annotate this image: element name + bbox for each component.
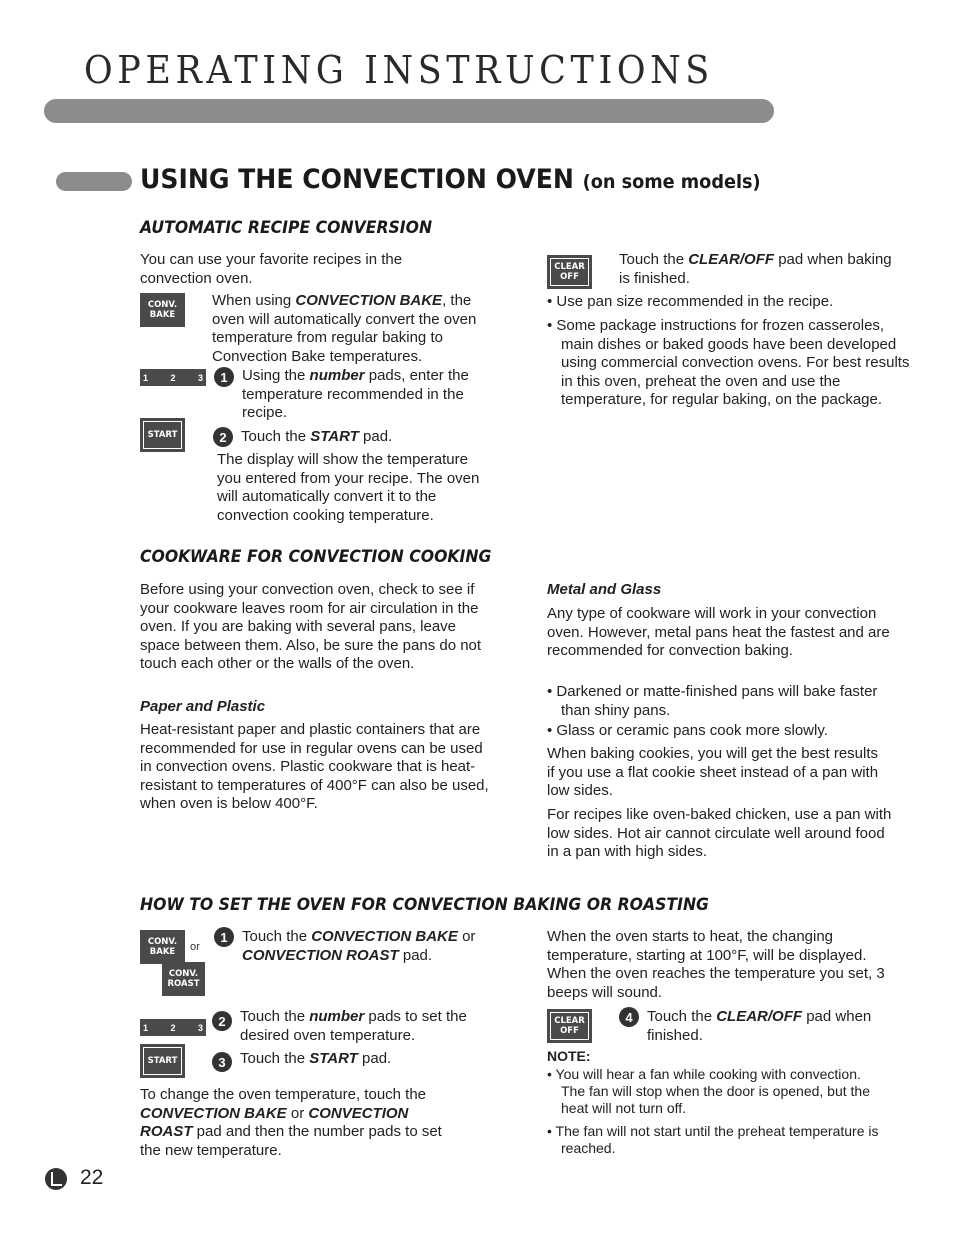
section-title-main: USING THE CONVECTION OVEN [140, 164, 574, 195]
step1-bold: number [309, 367, 365, 384]
conv-text-bold: CONVECTION BAKE [295, 292, 443, 309]
header-bar [44, 99, 774, 123]
chicken-text: For recipes like oven-baked chicken, use a pan with low sides. Hot air cannot circulate well around food in a pan with high sides. [547, 806, 892, 861]
clear-off-instruction [619, 251, 894, 288]
numpad-3: 3 [197, 1022, 203, 1033]
h-step3-bold: START [309, 1050, 358, 1067]
or-label: or [190, 941, 200, 953]
number-pad-key[interactable] [140, 1019, 206, 1036]
step1-pre: Using the [242, 367, 310, 384]
conv-bake-key[interactable]: CONV. BAKE [140, 293, 185, 327]
note-label: NOTE: [547, 1048, 591, 1064]
change-mid: or [286, 1104, 309, 1122]
clear-post: pad when baking is finished. [619, 251, 892, 287]
metal-bullet: • Glass or ceramic pans cook more slowly. [547, 722, 828, 739]
cookies-text: When baking cookies, you will get the best results if you use a flat cookie sheet instead of a pan with low sides. [547, 745, 879, 800]
note-item: • The fan will not start until the preheat temperature is reached. [547, 1123, 879, 1156]
metal-glass-text: Any type of cookware will work in your convection oven. However, metal pans heat the fastest and are recommended for convection baking. [547, 605, 890, 660]
h-step2-post: pads to set the desired oven temperature. [240, 1008, 467, 1044]
note-item: • You will hear a fan while cooking with convection. The fan will stop when the door is opened, but the heat will not turn off. [547, 1066, 870, 1116]
step1-post: pads, enter the temperature recommended in the recipe. [242, 367, 469, 422]
recipe-conversion-heading: AUTOMATIC RECIPE CONVERSION [140, 218, 433, 237]
page-header-title: OPERATING INSTRUCTIONS [84, 48, 714, 92]
clear-pre: Touch the [619, 251, 689, 268]
step-1-badge: 1 [214, 927, 234, 947]
h-step1-post: pad. [398, 946, 433, 964]
lg-logo-icon [45, 1168, 67, 1190]
recipe-bullet: • Use pan size recommended in the recipe. [547, 293, 834, 310]
change-pre: To change the oven temperature, touch the [140, 1086, 427, 1103]
start-key[interactable]: START [140, 1044, 185, 1078]
preheat-text: When the oven starts to heat, the changing temperature, starting at 100°F, will be displayed. When the oven reaches the temperature you set, 3 beeps will sound. [547, 928, 885, 1001]
recipe-step-1-text [242, 367, 494, 423]
recipe-conversion-intro: You can use your favorite recipes in the convection oven. [140, 251, 403, 287]
change-bold1: CONVECTION BAKE [140, 1104, 287, 1122]
recipe-bullet-text: Use pan size recommended in the recipe. [556, 293, 834, 310]
h-step2-bold: number [309, 1008, 365, 1025]
metal-bullet-text: Glass or ceramic pans cook more slowly. [556, 722, 828, 739]
note-text: The fan will not start until the preheat temperature is reached. [555, 1123, 879, 1156]
h-step4-bold: CLEAR/OFF [716, 1008, 803, 1025]
change-temperature-text [140, 1086, 465, 1160]
paper-plastic-heading: Paper and Plastic [140, 698, 266, 715]
start-key[interactable]: START [140, 418, 185, 452]
step-2-badge: 2 [213, 427, 233, 447]
note-text: You will hear a fan while cooking with convection. The fan will stop when the door is opened, but the heat will not turn off. [555, 1066, 870, 1116]
conv-bake-key[interactable]: CONV. BAKE [140, 930, 185, 964]
recipe-bullet: • Some package instructions for frozen casseroles, main dishes or baked goods have been developed using commercial convection ovens. For best results in this oven, preheat the oven and use the temperature, for regular baking, on the package. [547, 317, 910, 409]
step2-bold: START [310, 428, 359, 445]
cookware-intro: Before using your convection oven, check to see if your cookware leaves room for air circulation in the oven. If you are baking with several pans, leave space between them. Also, be sure the pans do not touch each other or the walls of the oven. [140, 581, 482, 673]
h-step2-pre: Touch the [240, 1008, 310, 1025]
step-4-badge: 4 [619, 1007, 639, 1027]
howto-step-3-text [240, 1050, 480, 1069]
page-number: 22 [80, 1166, 104, 1189]
numpad-3: 3 [197, 372, 203, 383]
h-step4-post: pad when finished. [647, 1008, 872, 1044]
metal-bullet: • Darkened or matte-finished pans will bake faster than shiny pans. [547, 683, 878, 719]
recipe-bullet-text: Some package instructions for frozen casseroles, main dishes or baked goods have been developed using commercial convection ovens. For best results in this oven, preheat the oven and use the temperature, for regular baking, on the package. [556, 317, 910, 409]
howto-step-2-text [240, 1008, 480, 1045]
numpad-2: 2 [170, 1022, 176, 1033]
howto-heading: HOW TO SET THE OVEN FOR CONVECTION BAKING OR ROASTING [140, 895, 709, 914]
clear-off-key[interactable]: CLEAR OFF [547, 1009, 592, 1043]
change-bold2: CONVECTION ROAST [140, 1104, 409, 1141]
step-2-badge: 2 [212, 1011, 232, 1031]
numpad-1: 1 [143, 1022, 149, 1033]
recipe-display-text: The display will show the temperature you entered from your recipe. The oven will automatically convert it to the convection cooking temperature. [217, 451, 480, 524]
metal-glass-heading: Metal and Glass [547, 581, 662, 598]
metal-bullet-text: Darkened or matte-finished pans will bake faster than shiny pans. [556, 683, 878, 719]
h-step1-bold1: CONVECTION BAKE [311, 928, 458, 945]
numpad-1: 1 [143, 372, 149, 383]
h-step3-post: pad. [357, 1050, 392, 1067]
h-step3-pre: Touch the [240, 1050, 310, 1067]
step2-pre: Touch the [241, 428, 311, 445]
howto-step-4-text [647, 1008, 899, 1045]
conv-text-post: , the oven will automatically convert the oven temperature from regular baking to Convection Bake temperatures. [212, 292, 477, 365]
conv-roast-key[interactable]: CONV. ROAST [162, 962, 205, 996]
paper-plastic-text: Heat-resistant paper and plastic containers that are recommended for use in regular ovens can be used in convection ovens. Plastic cookware that is heat-resistant to temperatures of 400°F can also be used, when oven is below 400°F. [140, 721, 489, 813]
h-step1-pre: Touch the [242, 928, 312, 945]
section-title [140, 164, 761, 195]
section-marker [56, 172, 132, 191]
numpad-2: 2 [170, 372, 176, 383]
recipe-step-2-text [241, 428, 491, 447]
h-step1-mid: or [457, 928, 476, 945]
step-3-badge: 3 [212, 1052, 232, 1072]
step-1-badge: 1 [214, 367, 234, 387]
conv-bake-description [212, 292, 494, 366]
h-step4-pre: Touch the [647, 1008, 717, 1025]
change-post: pad and then the number pads to set the new temperature. [140, 1123, 442, 1159]
howto-step-1-text [242, 928, 492, 965]
clear-off-key[interactable]: CLEAR OFF [547, 255, 592, 289]
h-step1-bold2: CONVECTION ROAST [242, 946, 399, 964]
clear-bold: CLEAR/OFF [688, 251, 775, 268]
conv-text-pre: When using [212, 292, 296, 309]
section-title-suffix: (on some models) [582, 171, 761, 193]
number-pad-key[interactable] [140, 369, 206, 386]
cookware-heading: COOKWARE FOR CONVECTION COOKING [140, 547, 492, 566]
step2-post: pad. [358, 428, 393, 445]
